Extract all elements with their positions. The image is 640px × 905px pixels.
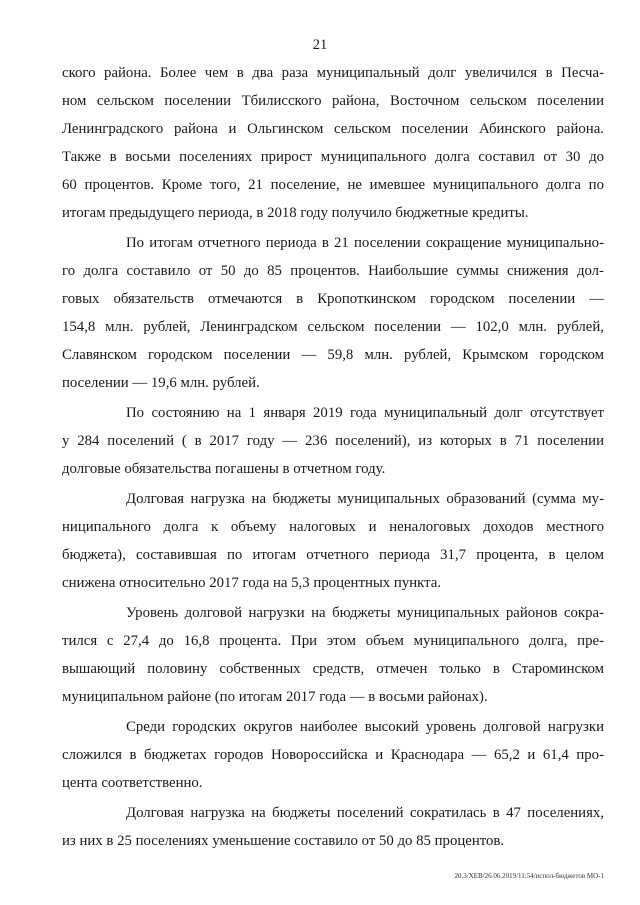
- text-line: Среди городских округов наиболее высокий уровень долговой нагрузки: [126, 719, 604, 735]
- text-line: Долговая нагрузка на бюджеты муниципальных образований (сумма му-: [126, 491, 604, 507]
- text-line: цента соответственно.: [62, 775, 203, 791]
- text-line: Уровень долговой нагрузки на бюджеты муниципальных районов сокра-: [126, 605, 604, 621]
- text-line: тился с 27,4 до 16,8 процента. При этом объем муниципального долга, пре-: [62, 633, 604, 649]
- text-line: долговые обязательства погашены в отчетном году.: [62, 461, 386, 477]
- text-line: сложился в бюджетах городов Новороссийска и Краснодара — 65,2 и 61,4 про-: [62, 747, 604, 763]
- text-line: 154,8 млн. рублей, Ленинградском сельском поселении — 102,0 млн. рублей,: [62, 319, 604, 335]
- page-number: 21: [312, 37, 328, 53]
- text-line: Славянском городском поселении — 59,8 млн. рублей, Крымском городском: [62, 347, 604, 363]
- text-line: Также в восьми поселениях прирост муниципального долга составил от 30 до: [62, 149, 604, 165]
- document-footer-code: 20.3/ХЕВ/26.06.2019/11:54/испол-бюджетов МО-1: [454, 872, 604, 880]
- text-line: ниципального долга к объему налоговых и неналоговых доходов местного: [62, 519, 604, 535]
- text-line: ского района. Более чем в два раза муниципальный долг увеличился в Песча-: [62, 65, 604, 81]
- text-line: 60 процентов. Кроме того, 21 поселение, не имевшее муниципального долга по: [62, 177, 604, 193]
- text-line: у 284 поселений ( в 2017 году — 236 поселений), из которых в 71 поселении: [62, 433, 604, 449]
- text-line: бюджета), составившая по итогам отчетного периода 31,7 процента, в целом: [62, 547, 604, 563]
- text-line: ном сельском поселении Тбилисского района, Восточном сельском поселении: [62, 93, 604, 109]
- text-line: итогам предыдущего периода, в 2018 году получило бюджетные кредиты.: [62, 205, 529, 221]
- text-line: вышающий половину собственных средств, отмечен только в Староминском: [62, 661, 604, 677]
- text-line: Ленинградского района и Ольгинском сельском поселении Абинского района.: [62, 121, 604, 137]
- text-line: говых обязательств отмечаются в Кропоткинском городском поселении —: [62, 291, 604, 307]
- text-line: го долга составило от 50 до 85 процентов. Наибольшие суммы снижения дол-: [62, 263, 604, 279]
- text-line: снижена относительно 2017 года на 5,3 процентных пункта.: [62, 575, 442, 591]
- text-line: Долговая нагрузка на бюджеты поселений сократилась в 47 поселениях,: [126, 805, 604, 821]
- text-line: поселении — 19,6 млн. рублей.: [62, 375, 260, 391]
- text-line: из них в 25 поселениях уменьшение составило от 50 до 85 процентов.: [62, 833, 505, 849]
- text-line: По состоянию на 1 января 2019 года муниципальный долг отсутствует: [126, 405, 604, 421]
- text-line: муниципальном районе (по итогам 2017 года — в восьми районах).: [62, 689, 488, 705]
- text-line: По итогам отчетного периода в 21 поселении сокращение муниципально-: [126, 235, 604, 251]
